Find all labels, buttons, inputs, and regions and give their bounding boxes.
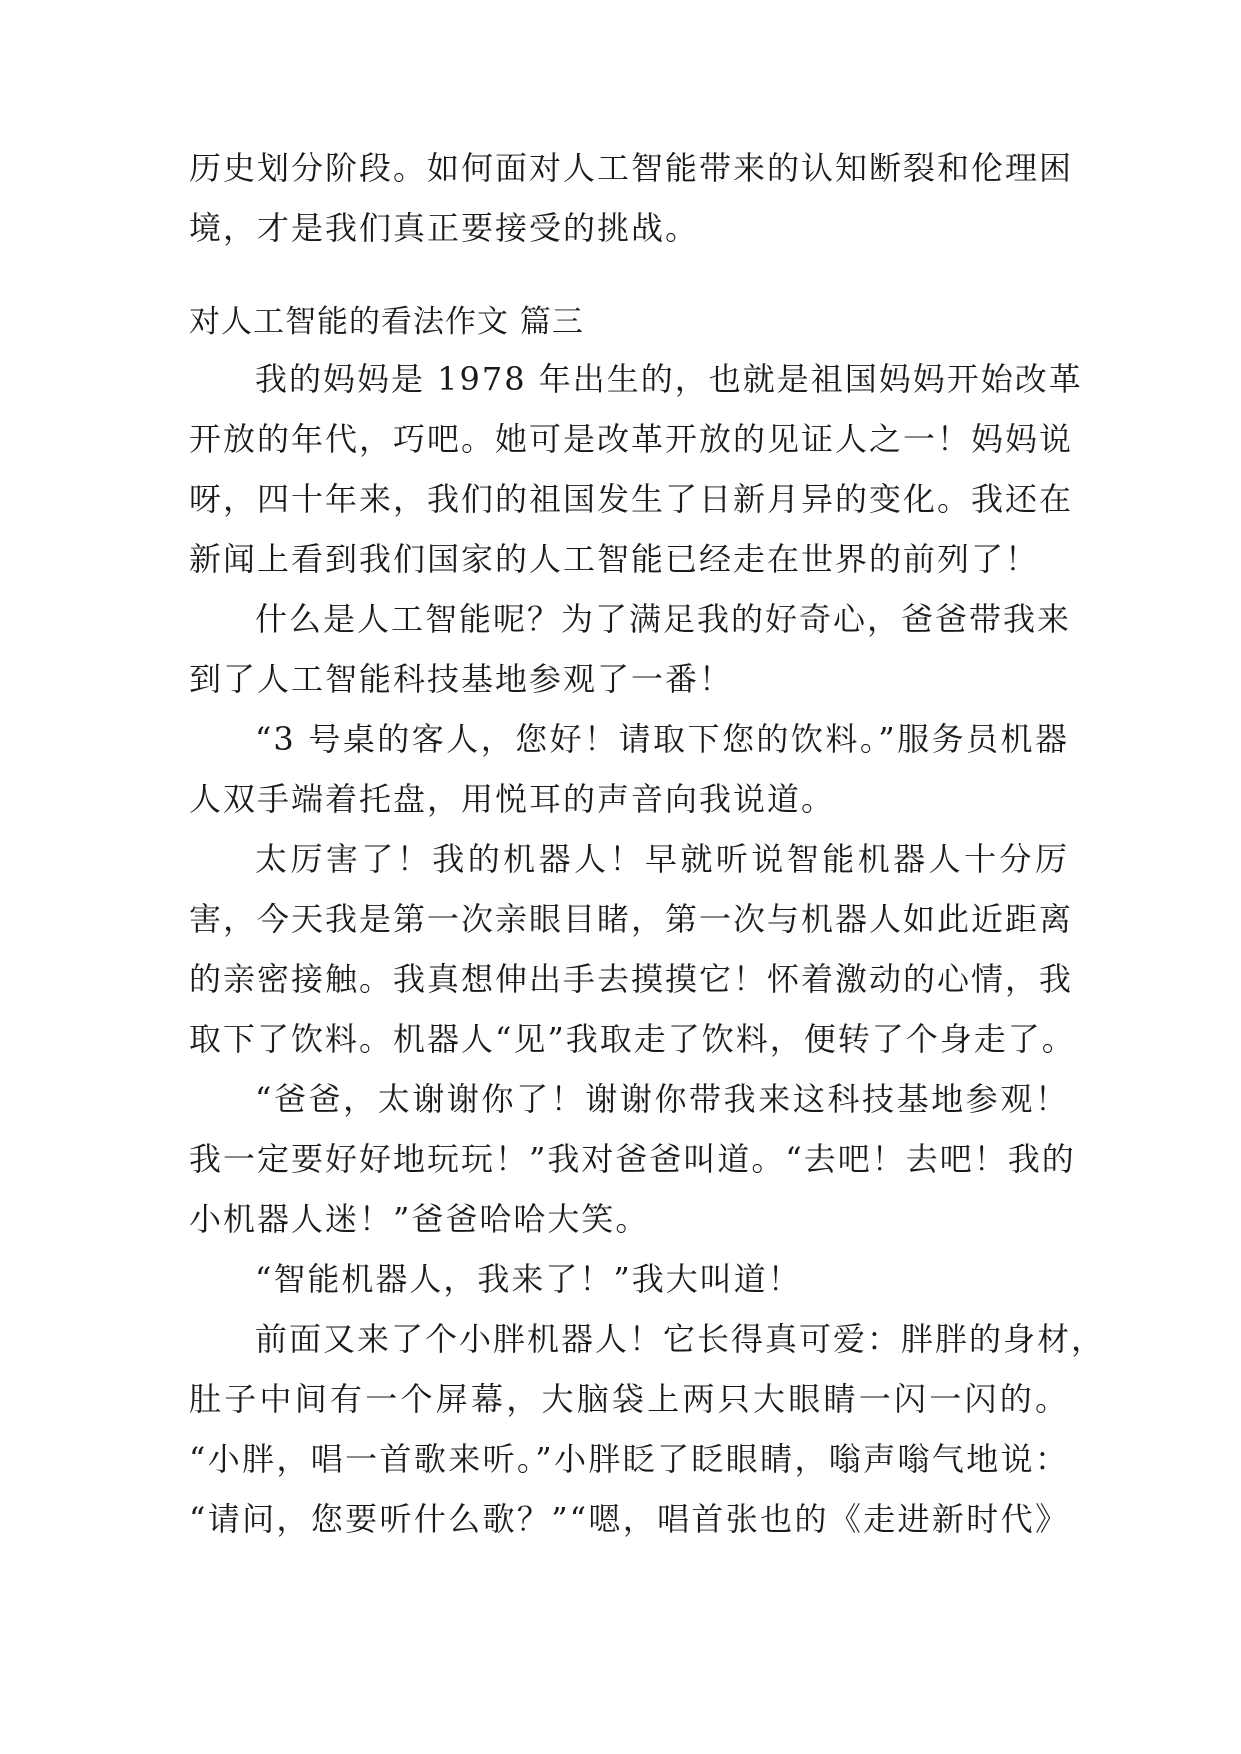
- continuation-paragraph: [189, 138, 1074, 258]
- text-line: 太厉害了！我的机器人！早就听说智能机器人十分厉: [255, 840, 1069, 878]
- text-line: 的亲密接触。我真想伸出手去摸摸它！怀着激动的心情，我: [189, 960, 1074, 998]
- text-line: 害，今天我是第一次亲眼目睹，第一次与机器人如此近距离: [189, 900, 1074, 938]
- text-line: 前面又来了个小胖机器人！它长得真可爱：胖胖的身材，: [255, 1320, 1106, 1358]
- section-heading-block: [189, 292, 1069, 352]
- text-line: 我一定要好好地玩玩！”我对爸爸叫道。“去吧！去吧！我的: [189, 1140, 1076, 1178]
- text-line: 境，才是我们真正要接受的挑战。: [189, 209, 700, 247]
- text-line: “请问，您要听什么歌？”“嗯，唱首张也的《走进新时代》: [189, 1500, 1069, 1538]
- text-line: 开放的年代，巧吧。她可是改革开放的见证人之一！妈妈说: [189, 420, 1074, 458]
- paragraph: [189, 589, 1072, 709]
- paragraph: [189, 1069, 1076, 1249]
- text-line: “智能机器人，我来了！”我大叫道！: [255, 1260, 802, 1298]
- text-line: 呀，四十年来，我们的祖国发生了日新月异的变化。我还在: [189, 480, 1074, 518]
- text-line: 历史划分阶段。如何面对人工智能带来的认知断裂和伦理困: [189, 149, 1074, 187]
- text-line: 新闻上看到我们国家的人工智能已经走在世界的前列了！: [189, 540, 1040, 578]
- text-line: 到了人工智能科技基地参观了一番！: [189, 660, 734, 698]
- body-paragraphs: [189, 349, 1106, 1549]
- text-line: 小机器人迷！”爸爸哈哈大笑。: [189, 1200, 650, 1238]
- paragraph: [189, 349, 1083, 589]
- paragraph: [189, 1309, 1106, 1549]
- paragraph: [189, 829, 1076, 1069]
- text-line: “爸爸，太谢谢你了！谢谢你带我来这科技基地参观！: [255, 1080, 1069, 1118]
- text-line: 我的妈妈是 1978 年出生的，也就是祖国妈妈开始改革: [255, 360, 1083, 398]
- text-line: 什么是人工智能呢？为了满足我的好奇心，爸爸带我来: [255, 600, 1072, 638]
- section-heading: 对人工智能的看法作文 篇三: [189, 304, 584, 340]
- paragraph: [189, 1249, 1069, 1309]
- text-line: 肚子中间有一个屏幕，大脑袋上两只大眼睛一闪一闪的。: [189, 1380, 1069, 1418]
- paragraph: [189, 709, 1069, 829]
- text-line: 人双手端着托盘，用悦耳的声音向我说道。: [189, 780, 836, 818]
- text-line: “3 号桌的客人，您好！请取下您的饮料。”服务员机器: [255, 720, 1069, 758]
- text-line: 取下了饮料。机器人“见”我取走了饮料，便转了个身走了。: [189, 1020, 1076, 1058]
- text-line: “小胖，唱一首歌来听。”小胖眨了眨眼睛，嗡声嗡气地说：: [189, 1440, 1069, 1478]
